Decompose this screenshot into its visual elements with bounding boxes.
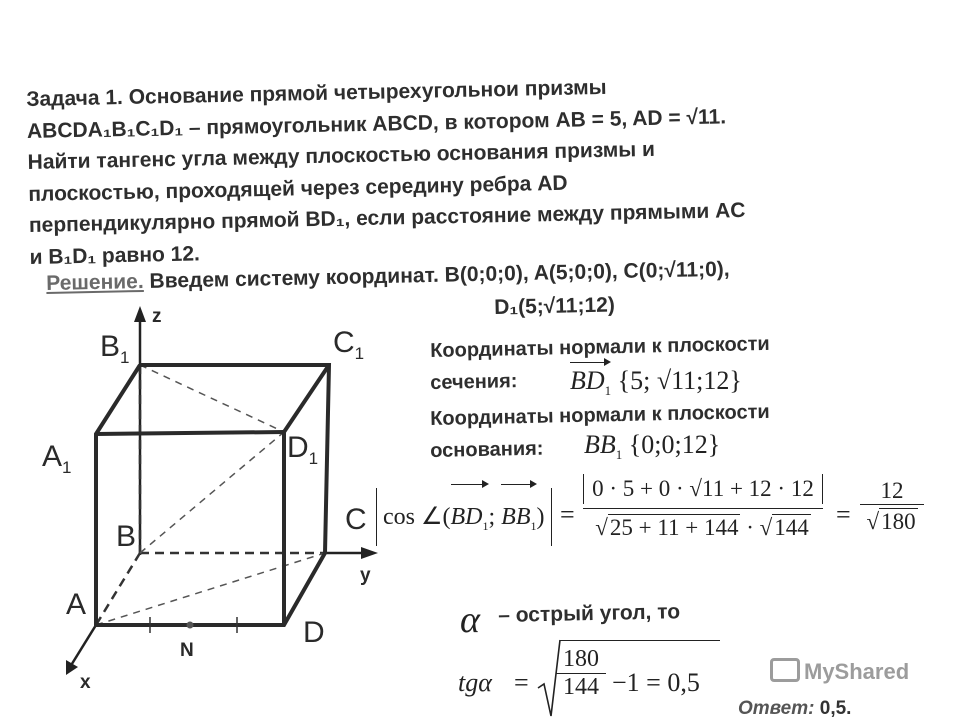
answer-label: Ответ: [738, 698, 815, 719]
cosine-result [860, 478, 924, 535]
solution-coords: Введем систему координат. B(0;0;0), A(5;0;0), C(0;√11;0), [149, 257, 730, 293]
label-a1: $A_1$ [42, 440, 72, 477]
label-z: z [152, 306, 162, 327]
cosine-numerator: 0 · 5 + 0 · √11 + 12 · 12 [583, 474, 823, 504]
y-axis-arrow [361, 547, 378, 559]
label-d: D [303, 616, 325, 649]
section-normal-vector [570, 366, 742, 399]
problem-line-4: плоскостью, проходящей через середину ребра AD [28, 171, 568, 206]
cosine-result-num: 12 [880, 478, 904, 503]
point-n [187, 622, 194, 629]
cosine-eq-2: = [836, 500, 851, 529]
z-axis-arrow [134, 306, 146, 322]
label-y: y [360, 565, 371, 586]
cosine-denominator: √25 + 11 + 144 · √144 [583, 508, 823, 541]
d1-coordinates: D₁(5;√11;12) [494, 293, 616, 319]
label-n: N [180, 640, 194, 661]
tangent-fraction [556, 646, 606, 701]
problem-line-5: перпендикулярно прямой BD₁, если расстояние между прямыми AC [28, 198, 746, 237]
cosine-eq-1: = [560, 500, 575, 529]
problem-line-6: и B₁D₁ равно 12. [29, 241, 201, 269]
tangent-lhs: tgα [458, 668, 492, 697]
edge-a1d1 [96, 432, 284, 434]
section-normal-coords: {5; √11;12} [617, 366, 742, 395]
tangent-tail: −1 = 0,5 [612, 668, 700, 697]
solution-heading: Решение. [46, 269, 144, 295]
base-normal-coords: {0;0;12} [628, 430, 721, 459]
watermark-icon [770, 658, 800, 682]
problem-line-3: Найти тангенс угла между плоскостью основания призмы и [27, 137, 656, 174]
edge-ba [96, 553, 140, 625]
tangent-radical-bar [560, 640, 720, 641]
base-normal-line2: основания: [430, 437, 544, 462]
label-d1: $D_1$ [287, 431, 319, 468]
answer-value: 0,5. [819, 698, 852, 719]
tangent-eq: = [514, 668, 529, 697]
x-axis [70, 625, 96, 667]
tangent-den: 144 [556, 673, 606, 701]
base-normal-line1: Координаты нормали к плоскости [430, 400, 770, 430]
cosine-result-den: √180 [860, 504, 924, 535]
problem-line-2: ABCDA₁B₁C₁D₁ – прямоугольник ABCD, в котором AB = 5, AD = √11. [26, 104, 727, 143]
label-b: B [116, 520, 137, 553]
diagonal-bd1 [140, 432, 284, 553]
label-b1: $B_1$ [100, 330, 130, 367]
label-c: C [345, 503, 367, 536]
acute-angle-text: – острый угол, то [498, 600, 681, 627]
watermark: MyShared [770, 658, 909, 685]
label-x: x [80, 672, 91, 693]
diagonal-b1d1 [140, 365, 284, 432]
section-normal-line2: сечения: [430, 370, 518, 394]
alpha-symbol: α [460, 599, 480, 641]
answer [738, 698, 851, 720]
edge-d1c1 [284, 365, 329, 432]
visible-outline [96, 365, 329, 625]
problem-line-1: Задача 1. Основание прямой четырехугольнои призмы [26, 75, 607, 111]
label-a: A [66, 588, 87, 621]
section-normal-line1: Координаты нормали к плоскости [430, 332, 770, 362]
label-c1: $C_1$ [333, 326, 365, 363]
tangent-num: 180 [563, 646, 599, 672]
cosine-lhs: $\cos \angle(BD_1$; $BB_1$) [376, 488, 552, 546]
cosine-fraction [583, 474, 823, 541]
base-normal-vector: $BB_1$ {0;0;12} [584, 430, 721, 463]
vec-bd1: $BD_1$ [570, 366, 612, 399]
